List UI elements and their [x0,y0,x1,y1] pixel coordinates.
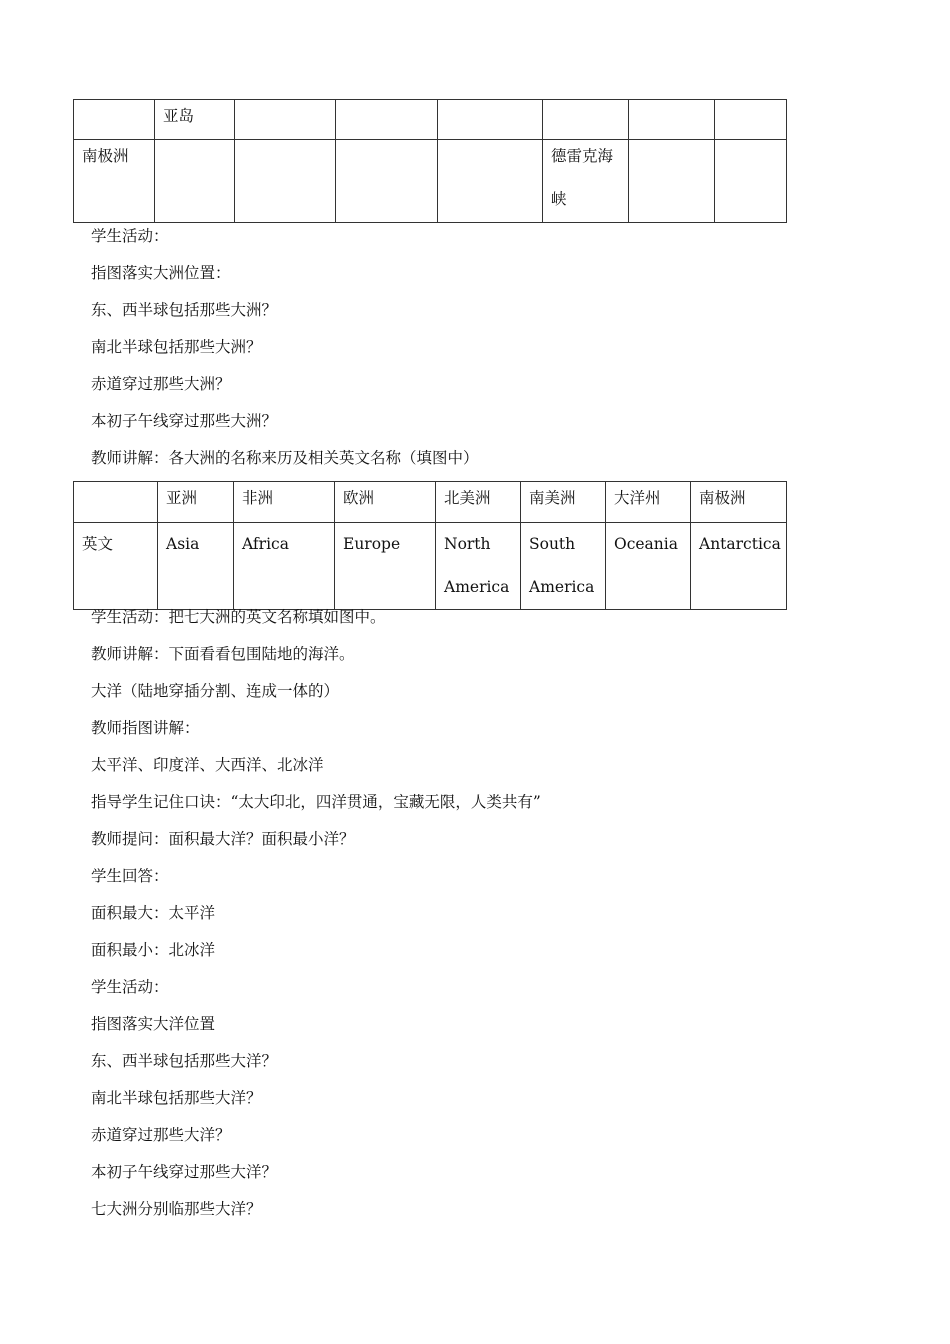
table-cell: South America [521,523,606,610]
paragraph: 东、西半球包括那些大洋？ [91,1052,278,1070]
continent-table-continued [73,99,787,223]
paragraph: 赤道穿过那些大洲？ [91,375,231,393]
table-cell [629,140,715,223]
table-header-cell: 大洋州 [606,482,691,523]
table-cell: Africa [234,523,335,610]
table-cell: Antarctica [691,523,787,610]
paragraph: 学生回答： [91,867,169,885]
table-row [74,100,787,140]
table-header-cell: 北美洲 [436,482,521,523]
table-cell [235,140,336,223]
table-row [74,523,787,610]
table-cell [155,140,235,223]
table-cell: Oceania [606,523,691,610]
paragraph: 学生活动：把七大洲的英文名称填如图中。 [91,608,386,626]
paragraph: 指导学生记住口诀：“太大印北，四洋贯通，宝藏无限，人类共有” [91,793,541,811]
table-cell [543,100,629,140]
paragraph: 学生活动： [91,227,169,245]
paragraph: 本初子午线穿过那些大洋？ [91,1163,278,1181]
table-cell [235,100,336,140]
table-header-cell: 南美洲 [521,482,606,523]
paragraph: 面积最小：北冰洋 [91,941,216,959]
table-cell [715,140,787,223]
table-cell: Asia [158,523,234,610]
table-header-cell: 亚洲 [158,482,234,523]
text-block-oceans [91,599,891,1228]
paragraph: 教师讲解：下面看看包围陆地的海洋。 [91,645,355,663]
paragraph: 教师提问：面积最大洋？面积最小洋？ [91,830,355,848]
table-cell: 亚岛 [155,100,235,140]
table-cell [336,100,438,140]
table-cell [336,140,438,223]
table-cell [715,100,787,140]
table-header-cell: 南极洲 [691,482,787,523]
table-cell [629,100,715,140]
table-cell: 南极洲 [74,140,155,223]
strait-label: 德雷克海峡 [551,147,614,208]
paragraph: 指图落实大洋位置 [91,1015,216,1033]
text-block-continents [91,218,891,477]
table-cell: North America [436,523,521,610]
paragraph: 赤道穿过那些大洋？ [91,1126,231,1144]
paragraph: 面积最大：太平洋 [91,904,216,922]
table-cell [543,140,629,223]
table-cell: 英文 [74,523,158,610]
paragraph: 教师指图讲解： [91,719,200,737]
paragraph: 教师讲解：各大洲的名称来历及相关英文名称（填图中） [91,449,479,467]
table-header-cell [74,482,158,523]
paragraph: 南北半球包括那些大洲？ [91,338,262,356]
paragraph: 太平洋、印度洋、大西洋、北冰洋 [91,756,324,774]
paragraph: 南北半球包括那些大洋？ [91,1089,262,1107]
table-cell [74,100,155,140]
table-cell: Europe [335,523,436,610]
continent-english-table [73,481,787,610]
paragraph: 学生活动： [91,978,169,996]
paragraph: 东、西半球包括那些大洲？ [91,301,278,319]
table-header-row [74,482,787,523]
table-cell [438,140,543,223]
table-row [74,140,787,223]
paragraph: 指图落实大洲位置： [91,264,231,282]
table-cell [438,100,543,140]
paragraph: 大洋（陆地穿插分割、连成一体的） [91,682,340,700]
paragraph: 本初子午线穿过那些大洲？ [91,412,278,430]
table-header-cell: 欧洲 [335,482,436,523]
paragraph: 七大洲分别临那些大洋？ [91,1200,262,1218]
table-header-cell: 非洲 [234,482,335,523]
